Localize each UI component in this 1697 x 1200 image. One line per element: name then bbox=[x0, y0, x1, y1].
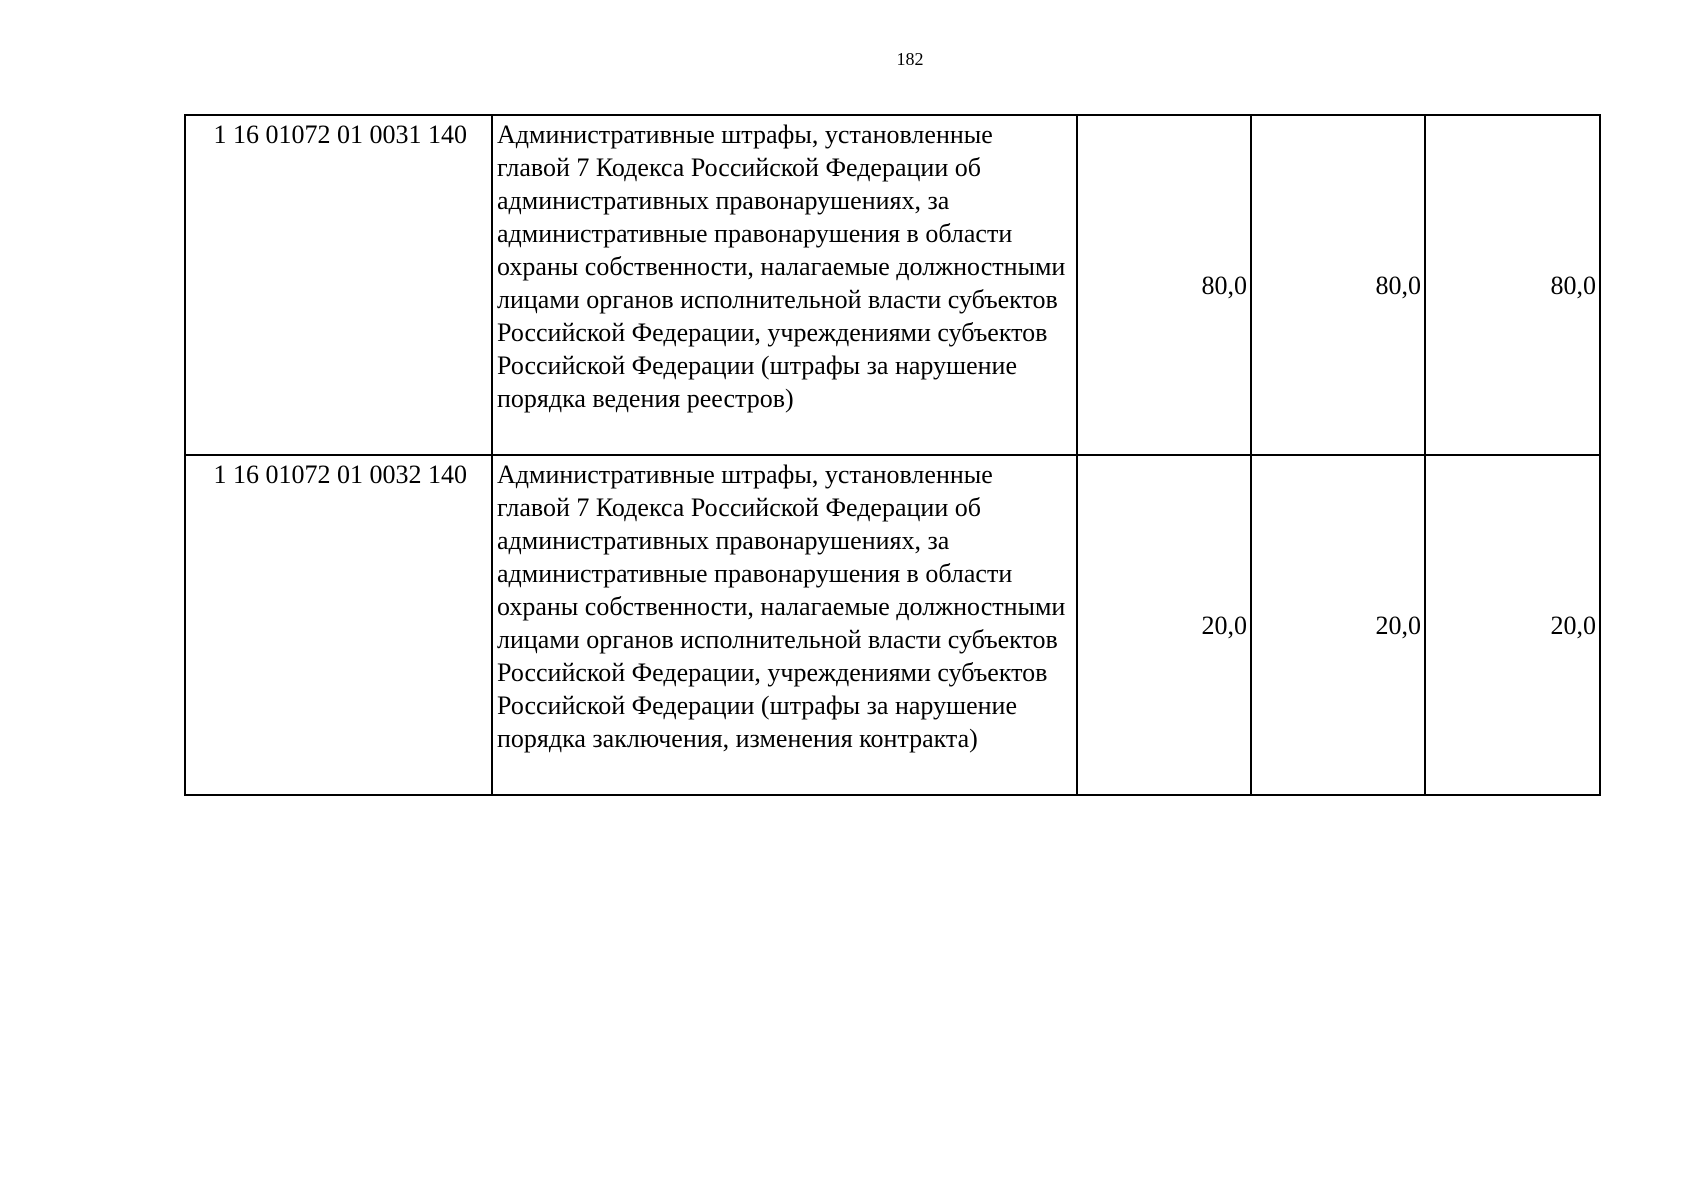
description-line: Российской Федерации (штрафы за нарушение bbox=[497, 351, 1017, 380]
budget-table bbox=[184, 114, 1601, 796]
value-cell-3: 80,0 bbox=[1425, 115, 1600, 455]
description-line: Административные штрафы, установленные bbox=[497, 120, 993, 149]
table-row bbox=[185, 455, 1600, 795]
description-line: административных правонарушениях, за bbox=[497, 186, 950, 215]
description-line: главой 7 Кодекса Российской Федерации об bbox=[497, 153, 981, 182]
description-line: Российской Федерации, учреждениями субъектов bbox=[497, 658, 1048, 687]
description-line: порядка ведения реестров) bbox=[497, 384, 794, 413]
description-line: порядка заключения, изменения контракта) bbox=[497, 724, 978, 753]
description-line: охраны собственности, налагаемые должностными bbox=[497, 252, 1066, 281]
description-cell bbox=[492, 115, 1077, 455]
page-number: 182 bbox=[896, 49, 924, 69]
description-line: охраны собственности, налагаемые должностными bbox=[497, 592, 1066, 621]
value-cell-2: 80,0 bbox=[1251, 115, 1425, 455]
description-line: лицами органов исполнительной власти субъектов bbox=[497, 625, 1058, 654]
budget-code-cell: 1 16 01072 01 0032 140 bbox=[185, 455, 492, 795]
description-line: главой 7 Кодекса Российской Федерации об bbox=[497, 493, 981, 522]
description-line: административные правонарушения в области bbox=[497, 559, 1013, 588]
value-cell-2: 20,0 bbox=[1251, 455, 1425, 795]
description-cell bbox=[492, 455, 1077, 795]
table-row bbox=[185, 115, 1600, 455]
description-line: Российской Федерации (штрафы за нарушение bbox=[497, 691, 1017, 720]
description-line: административных правонарушениях, за bbox=[497, 526, 950, 555]
value-cell-1: 80,0 bbox=[1077, 115, 1251, 455]
description-line: административные правонарушения в области bbox=[497, 219, 1013, 248]
value-cell-1: 20,0 bbox=[1077, 455, 1251, 795]
description-line: Российской Федерации, учреждениями субъектов bbox=[497, 318, 1048, 347]
description-line: Административные штрафы, установленные bbox=[497, 460, 993, 489]
budget-code-cell: 1 16 01072 01 0031 140 bbox=[185, 115, 492, 455]
description-line: лицами органов исполнительной власти субъектов bbox=[497, 285, 1058, 314]
value-cell-3: 20,0 bbox=[1425, 455, 1600, 795]
